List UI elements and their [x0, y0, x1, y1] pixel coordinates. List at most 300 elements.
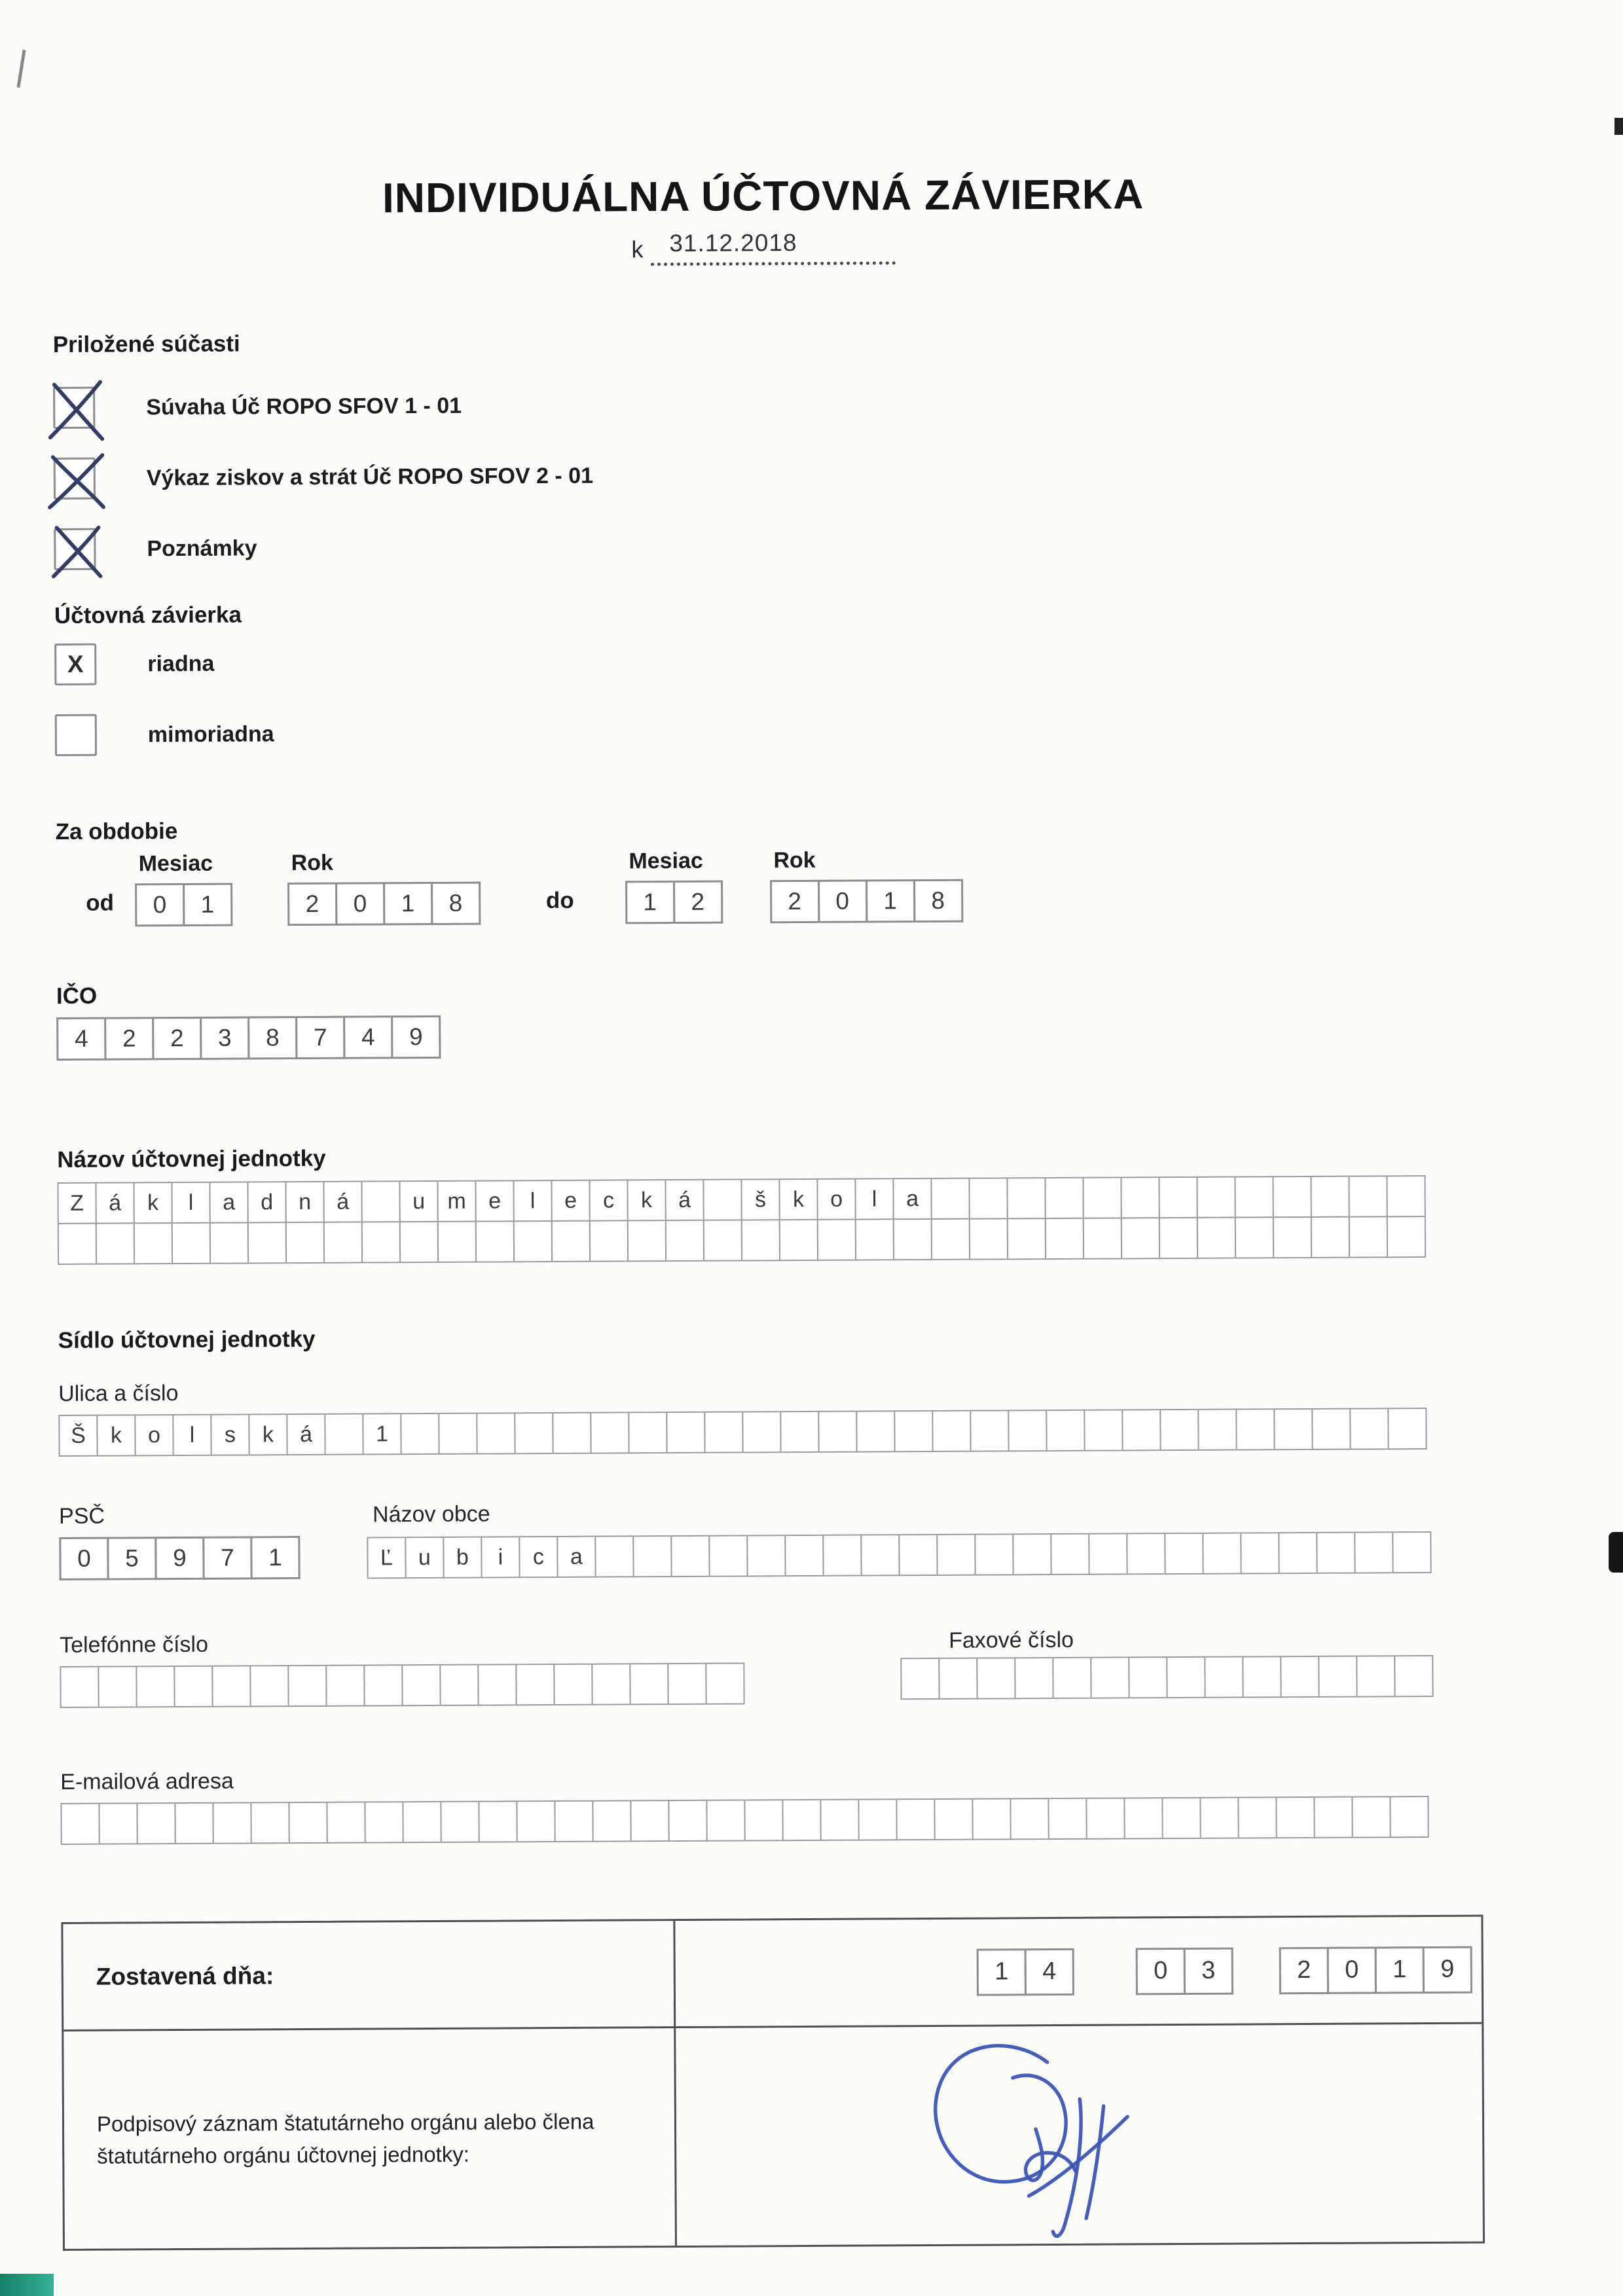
town-cell	[860, 1534, 900, 1576]
scan-artifact	[0, 2274, 54, 2296]
entity-name-cell	[703, 1219, 742, 1261]
to-month-boxes	[625, 881, 723, 924]
email-cell	[478, 1800, 517, 1842]
psc-boxes	[59, 1536, 300, 1580]
entity-name-cell	[1196, 1176, 1235, 1218]
ico-digit: 4	[56, 1017, 106, 1061]
town-cell: c	[519, 1536, 558, 1578]
from-year-digit: 1	[383, 882, 433, 925]
address-heading: Sídlo účtovnej jednotky	[58, 1326, 316, 1353]
entity-name-cell: a	[209, 1181, 248, 1223]
entity-name-cell: š	[740, 1178, 780, 1220]
attachment-label-suvaha: Súvaha Úč ROPO SFOV 1 - 01	[146, 393, 462, 420]
phone-cell	[136, 1666, 175, 1707]
entity-name-cell	[1007, 1218, 1046, 1260]
as-of-date-value: 31.12.2018	[651, 228, 895, 266]
date-prefix: k	[631, 236, 644, 263]
compiled-day-digit: 1	[977, 1948, 1027, 1995]
town-cell	[784, 1535, 824, 1576]
phone-cell	[287, 1665, 327, 1707]
phone-fax-labels	[60, 1626, 1482, 1658]
from-year-boxes	[287, 882, 481, 926]
printed-x-mark: X	[67, 650, 84, 678]
phone-cell	[98, 1666, 137, 1707]
attachment-label-vykaz: Výkaz ziskov a strát Úč ROPO SFOV 2 - 01	[146, 463, 594, 490]
street-cell: k	[248, 1413, 287, 1455]
town-cell	[822, 1535, 862, 1576]
entity-name-cell	[665, 1220, 704, 1262]
entity-name-cell	[1006, 1177, 1046, 1219]
compiled-year-digit: 9	[1423, 1946, 1472, 1993]
phone-cell	[667, 1663, 706, 1705]
town-cell: Ľ	[367, 1537, 406, 1578]
scan-artifact	[16, 50, 26, 88]
email-cell	[1275, 1796, 1315, 1838]
town-cell	[1012, 1533, 1051, 1575]
email-cell	[288, 1802, 327, 1844]
street-cell	[704, 1411, 743, 1453]
street-cell	[1387, 1408, 1427, 1449]
entity-name-cell	[893, 1218, 932, 1260]
handwritten-x-mark	[49, 383, 103, 437]
compiled-month-digit: 3	[1184, 1947, 1233, 1994]
psc-digit: 1	[250, 1536, 300, 1579]
entity-name-cell	[779, 1219, 818, 1261]
ico-label: IČO	[56, 983, 98, 1009]
fax-cell	[1318, 1656, 1357, 1698]
street-cell	[1046, 1410, 1085, 1451]
phone-cell	[591, 1663, 630, 1705]
town-cell	[1202, 1533, 1241, 1575]
entity-name-cell: e	[551, 1180, 590, 1222]
street-cell	[856, 1410, 895, 1452]
entity-name-cell	[1273, 1216, 1312, 1258]
phone-cell	[477, 1664, 517, 1705]
entity-name-cell: a	[892, 1178, 932, 1220]
street-cell	[590, 1412, 629, 1453]
street-cell	[476, 1412, 515, 1454]
checkbox-suvaha	[53, 387, 95, 429]
compiled-day-digit: 4	[1025, 1948, 1074, 1995]
email-cell	[820, 1799, 859, 1841]
handwritten-x-mark	[50, 454, 103, 507]
closing-row-riadna	[54, 636, 1476, 685]
phone-cell	[629, 1663, 668, 1705]
town-cell	[974, 1533, 1013, 1575]
email-cell	[668, 1800, 707, 1842]
phone-cell	[325, 1665, 365, 1707]
entity-name-cell: k	[778, 1178, 818, 1220]
email-cell	[250, 1802, 289, 1844]
email-cell	[972, 1798, 1011, 1840]
fax-cell	[1242, 1656, 1281, 1698]
psc-digit: 9	[155, 1537, 204, 1580]
phone-cell	[553, 1664, 593, 1705]
entity-name-cell	[134, 1222, 173, 1264]
checkbox-poznamky	[54, 528, 96, 570]
town-cell	[632, 1535, 672, 1577]
street-cell	[818, 1411, 857, 1453]
email-cell	[1085, 1797, 1125, 1839]
entity-name-cell: e	[475, 1180, 514, 1222]
town-cell	[1316, 1532, 1355, 1574]
entity-name-cell	[968, 1177, 1008, 1219]
email-cell	[174, 1802, 213, 1844]
street-label: Ulica a číslo	[58, 1381, 179, 1406]
town-cell	[936, 1534, 976, 1576]
entity-name-cell	[1045, 1218, 1084, 1260]
entity-name-cell: á	[95, 1182, 134, 1224]
entity-name-cell	[475, 1220, 515, 1262]
month-label: Mesiac	[138, 850, 213, 877]
entity-name-cell	[361, 1221, 401, 1263]
checkbox-vykaz	[54, 458, 96, 500]
entity-name-cell	[285, 1222, 325, 1264]
entity-name-cell	[247, 1222, 287, 1264]
period-to-label: do	[545, 887, 574, 914]
street-cell	[1235, 1408, 1275, 1450]
entity-name-cell: Z	[57, 1182, 96, 1224]
entity-name-cell	[399, 1221, 439, 1263]
ico-digit: 7	[295, 1016, 345, 1059]
entity-name-cell	[1311, 1216, 1350, 1258]
fax-label: Faxové číslo	[949, 1627, 1074, 1653]
entity-name-cell: l	[513, 1180, 552, 1222]
psc-digit: 5	[107, 1537, 156, 1580]
to-year-digit: 0	[818, 879, 867, 922]
phone-cell	[439, 1664, 479, 1706]
town-cell	[1240, 1532, 1279, 1574]
scan-artifact	[1614, 118, 1623, 135]
ico-digit: 2	[104, 1017, 154, 1060]
street-cell: á	[286, 1413, 325, 1455]
email-cell	[706, 1799, 745, 1841]
handwritten-x-mark	[50, 524, 103, 578]
email-cell	[554, 1800, 593, 1842]
town-cell	[1278, 1532, 1317, 1574]
to-year-boxes	[770, 879, 963, 924]
entity-name-cell: c	[589, 1179, 628, 1221]
street-cell	[1008, 1410, 1047, 1451]
form-content	[51, 0, 1485, 2251]
compiled-month-digit: 0	[1136, 1947, 1186, 1994]
entity-name-cell	[969, 1218, 1008, 1260]
street-cell: o	[134, 1414, 173, 1456]
street-cell	[742, 1411, 781, 1453]
fax-cell	[1394, 1655, 1433, 1697]
street-cell: l	[172, 1414, 211, 1456]
fax-cell	[976, 1657, 1015, 1699]
town-cell	[1050, 1533, 1089, 1575]
town-cell	[746, 1535, 786, 1576]
entity-name-cell	[855, 1218, 894, 1260]
phone-cell	[60, 1666, 99, 1708]
entity-name-cell	[1234, 1176, 1273, 1218]
entity-name-cell	[931, 1218, 970, 1260]
signature-table	[61, 1915, 1485, 2251]
entity-name-cell	[172, 1222, 211, 1264]
email-cell	[60, 1803, 100, 1845]
period-row	[56, 845, 1478, 927]
entity-name-cell: k	[627, 1179, 666, 1221]
entity-name-cell	[1272, 1176, 1311, 1218]
entity-name-cell	[1158, 1176, 1197, 1218]
entity-name-cell	[930, 1178, 970, 1220]
street-cell: k	[96, 1414, 136, 1456]
street-cell: Š	[58, 1415, 98, 1457]
closing-label-riadna: riadna	[147, 651, 215, 676]
phone-fax-row	[60, 1659, 1482, 1708]
phone-cell	[401, 1664, 441, 1706]
entity-name-cell	[437, 1221, 477, 1263]
street-cell: 1	[362, 1413, 401, 1455]
entity-name-cell	[1387, 1216, 1426, 1258]
attachment-row-suvaha	[53, 380, 1475, 429]
fax-cell	[1090, 1656, 1129, 1698]
entity-name-cell: á	[665, 1179, 704, 1221]
fax-cell	[1052, 1657, 1091, 1699]
email-label: E-mailová adresa	[60, 1768, 234, 1795]
closing-row-mimoriadna	[55, 707, 1477, 756]
fax-cell	[1356, 1655, 1395, 1697]
compiled-year-boxes	[1279, 1946, 1472, 1994]
street-cell	[324, 1413, 363, 1455]
entity-name-cell	[1083, 1217, 1122, 1259]
ico-digit: 3	[200, 1016, 249, 1059]
entity-name-cell	[1349, 1216, 1388, 1258]
fax-cell	[1204, 1656, 1243, 1698]
town-grid	[367, 1531, 1431, 1579]
town-cell: i	[481, 1536, 520, 1578]
street-cell	[932, 1410, 971, 1452]
ico-digit: 2	[152, 1017, 202, 1060]
entity-name-cell	[1235, 1216, 1274, 1258]
phone-cell	[363, 1664, 403, 1706]
entity-name-cell: o	[816, 1178, 856, 1220]
street-cell	[1159, 1409, 1199, 1451]
entity-name-grid	[57, 1175, 1480, 1265]
entity-name-cell	[1386, 1175, 1425, 1217]
email-cell	[1389, 1796, 1429, 1838]
from-year-digit: 8	[431, 882, 481, 925]
street-cell: s	[210, 1413, 249, 1455]
phone-cell	[249, 1665, 289, 1707]
entity-name-cell	[589, 1220, 629, 1262]
street-cell	[1311, 1408, 1351, 1450]
year-label: Rok	[291, 850, 334, 876]
town-cell	[1126, 1533, 1165, 1575]
form-title: INDIVIDUÁLNA ÚČTOVNÁ ZÁVIERKA	[382, 170, 1144, 222]
fax-cell	[1166, 1656, 1205, 1698]
entity-name-cell	[1044, 1177, 1084, 1219]
period-to-month-field	[625, 848, 723, 924]
email-cell	[212, 1802, 251, 1844]
entity-name-cell	[1121, 1217, 1160, 1259]
street-cell	[628, 1412, 667, 1453]
street-cell	[400, 1413, 439, 1455]
from-month-digit: 1	[183, 883, 232, 926]
email-cell	[934, 1798, 973, 1840]
ico-boxes	[56, 1010, 1478, 1061]
street-cell	[438, 1413, 477, 1455]
entity-name-cell	[96, 1222, 135, 1264]
email-cell	[896, 1798, 935, 1840]
entity-name-cell	[1159, 1217, 1198, 1259]
entity-name-cell	[551, 1220, 591, 1262]
to-year-digit: 8	[913, 879, 963, 922]
from-month-digit: 0	[135, 883, 185, 926]
email-cell	[630, 1800, 669, 1842]
signature-record-label: Podpisový záznam štatutárneho orgánu alebo člena štatutárneho orgánu účtovnej jednotky:	[64, 2028, 677, 2249]
to-month-digit: 2	[673, 881, 723, 924]
as-of-date-line	[52, 226, 1474, 269]
period-to-year-field	[769, 847, 963, 924]
phone-cell	[515, 1664, 555, 1705]
compiled-year-digit: 0	[1327, 1946, 1377, 1994]
email-cell	[1351, 1796, 1391, 1838]
entity-name-cell: á	[323, 1181, 362, 1223]
email-cell	[1010, 1798, 1049, 1840]
street-cell	[780, 1411, 819, 1453]
entity-name-cell	[1197, 1217, 1236, 1259]
street-cell	[552, 1412, 591, 1454]
email-cell	[592, 1800, 631, 1842]
fax-grid	[900, 1655, 1433, 1704]
street-cell	[970, 1410, 1009, 1451]
email-cell	[744, 1799, 783, 1841]
phone-label: Telefónne číslo	[60, 1631, 209, 1658]
attachment-row-poznamky	[54, 521, 1476, 570]
email-cell	[402, 1801, 441, 1843]
psc-digit: 0	[59, 1537, 109, 1580]
town-cell	[1088, 1533, 1127, 1575]
town-cell	[1354, 1531, 1393, 1573]
street-cell	[1273, 1408, 1313, 1450]
entity-name-label: Názov účtovnej jednotky	[57, 1145, 326, 1173]
entity-name-cell	[702, 1178, 742, 1220]
ico-digit: 9	[391, 1015, 441, 1059]
town-cell	[898, 1534, 938, 1576]
checkbox-mimoriadna	[55, 714, 97, 756]
email-cell	[858, 1798, 897, 1840]
street-cell	[894, 1410, 933, 1452]
entity-name-cell	[323, 1222, 363, 1264]
compiled-year-digit: 2	[1279, 1946, 1329, 1994]
scan-artifact	[1609, 1532, 1623, 1573]
street-cell	[1084, 1409, 1123, 1451]
phone-grid	[60, 1662, 744, 1707]
entity-name-cell	[210, 1222, 249, 1264]
phone-cell	[211, 1665, 251, 1707]
phone-cell	[705, 1662, 744, 1704]
street-cell	[1349, 1408, 1389, 1449]
fax-cell	[1014, 1657, 1053, 1699]
entity-name-cell	[361, 1180, 400, 1222]
email-cell	[782, 1799, 821, 1841]
email-cell	[136, 1802, 175, 1844]
email-cell	[98, 1802, 137, 1844]
entity-name-cell	[1310, 1176, 1349, 1218]
year-label: Rok	[773, 847, 816, 873]
town-cell	[670, 1535, 710, 1577]
to-year-digit: 1	[866, 879, 915, 922]
town-cell: a	[556, 1536, 596, 1578]
street-cell	[514, 1412, 553, 1454]
handwritten-signature	[882, 2027, 1168, 2243]
fax-cell	[1128, 1656, 1167, 1698]
town-cell: b	[443, 1537, 482, 1578]
compiled-year-digit: 1	[1375, 1946, 1425, 1994]
entity-name-cell	[817, 1219, 856, 1261]
period-from-month-field	[135, 851, 233, 927]
psc-town-labels	[59, 1497, 1481, 1529]
town-label: Názov obce	[373, 1501, 490, 1527]
street-cell	[1197, 1409, 1237, 1451]
entity-name-cell: u	[399, 1180, 438, 1222]
entity-name-row-2	[58, 1216, 1480, 1265]
entity-name-cell	[58, 1223, 97, 1265]
email-cell	[1048, 1798, 1087, 1840]
town-cell	[594, 1535, 634, 1577]
entity-name-cell	[741, 1219, 780, 1261]
ico-digit: 8	[247, 1016, 297, 1059]
entity-name-cell	[1348, 1175, 1387, 1217]
email-cell	[1161, 1797, 1201, 1839]
town-cell	[1164, 1533, 1203, 1575]
entity-name-cell: l	[171, 1182, 210, 1224]
email-cell	[326, 1802, 365, 1844]
fax-cell	[1280, 1656, 1319, 1698]
entity-name-cell: d	[247, 1181, 286, 1223]
town-cell	[708, 1535, 748, 1576]
street-cell	[1122, 1409, 1161, 1451]
to-month-digit: 1	[625, 881, 675, 924]
email-cell	[364, 1801, 403, 1843]
psc-town-row	[59, 1530, 1481, 1580]
fax-cell	[900, 1658, 939, 1700]
entity-name-cell: m	[437, 1180, 476, 1222]
closing-heading: Účtovná závierka	[54, 602, 242, 629]
from-year-digit: 0	[335, 882, 385, 925]
email-grid	[60, 1796, 1482, 1845]
to-year-digit: 2	[770, 880, 820, 923]
printed-x-mark	[57, 716, 95, 754]
from-year-digit: 2	[287, 883, 337, 926]
street-grid	[58, 1408, 1480, 1457]
ico-digit: 4	[343, 1015, 393, 1059]
psc-label: PSČ	[59, 1503, 105, 1529]
entity-name-cell	[513, 1220, 553, 1262]
email-cell	[1237, 1796, 1277, 1838]
entity-name-cell: k	[133, 1182, 172, 1224]
phone-cell	[173, 1666, 213, 1707]
signature-area	[676, 2024, 1483, 2246]
street-cell	[666, 1412, 705, 1453]
town-cell: u	[405, 1537, 444, 1578]
email-cell	[1123, 1797, 1163, 1839]
attachment-row-vykaz	[54, 450, 1476, 500]
month-label: Mesiac	[629, 848, 703, 874]
checkbox-riadna	[54, 644, 96, 685]
email-cell	[440, 1801, 479, 1843]
entity-name-cell	[1120, 1176, 1159, 1218]
entity-name-cell: l	[854, 1178, 894, 1220]
compiled-month-boxes	[1136, 1947, 1233, 1995]
attachment-label-poznamky: Poznámky	[147, 535, 257, 561]
compiled-date-label: Zostavená dňa:	[63, 1921, 676, 2032]
town-cell	[1392, 1531, 1431, 1573]
psc-digit: 7	[202, 1536, 252, 1579]
